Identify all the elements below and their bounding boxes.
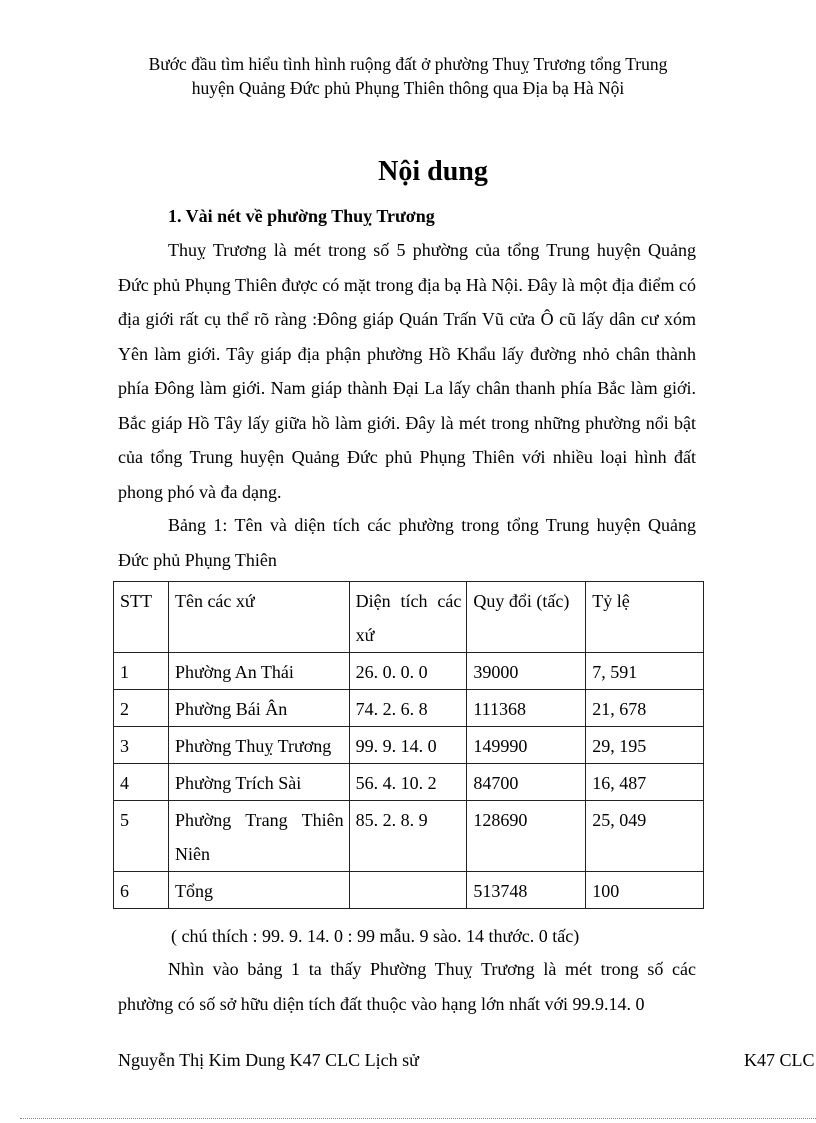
cell-stt: 2 <box>114 690 169 727</box>
cell-ratio: 25, 049 <box>586 801 704 872</box>
cell-name: Phường An Thái <box>168 653 349 690</box>
header-cell: STT <box>114 582 169 653</box>
section-heading: 1. Vài nét về phường Thuỵ Trương <box>168 206 435 226</box>
page-header <box>110 52 706 100</box>
footer-class: K47 CLC <box>744 1050 815 1070</box>
table-row <box>114 690 704 727</box>
table-header-row <box>114 582 704 653</box>
table-row <box>114 653 704 690</box>
header-line-1: Bước đầu tìm hiểu tình hình ruộng đất ở phường Thuỵ Trương tổng Trung <box>148 54 668 74</box>
cell-converted: 84700 <box>467 764 586 801</box>
cell-area: 74. 2. 6. 8 <box>349 690 467 727</box>
table-note: ( chú thích : 99. 9. 14. 0 : 99 mẫu. 9 sào. 14 thước. 0 tấc) <box>171 926 580 946</box>
cell-ratio: 100 <box>586 872 704 909</box>
cell-ratio: 29, 195 <box>586 727 704 764</box>
cell-area: 85. 2. 8. 9 <box>349 801 467 872</box>
footer-author: Nguyễn Thị Kim Dung K47 CLC Lịch sử <box>118 1050 419 1070</box>
cell-stt: 3 <box>114 727 169 764</box>
header-cell: Diện tích các xứ <box>349 582 467 653</box>
cell-name: Phường Thuỵ Trương <box>168 727 349 764</box>
cell-ratio: 21, 678 <box>586 690 704 727</box>
area-table <box>113 581 704 909</box>
table-total-row <box>114 872 704 909</box>
cell-stt: 4 <box>114 764 169 801</box>
table-caption-text: Bảng 1: Tên và diện tích các phường trong tổng Trung huyện Quảng Đức phủ Phụng Thiên <box>118 515 696 570</box>
cell-ratio: 7, 591 <box>586 653 704 690</box>
paragraph-1 <box>118 233 696 509</box>
cell-name: Phường Trích Sài <box>168 764 349 801</box>
cell-name: Phường Trang Thiên Niên <box>168 801 349 872</box>
header-cell: Quy đổi (tấc) <box>467 582 586 653</box>
table-caption <box>118 508 696 577</box>
page-bottom-divider <box>20 1118 816 1119</box>
header-cell: Tỷ lệ <box>586 582 704 653</box>
cell-name: Tổng <box>168 872 349 909</box>
paragraph-2-text: Nhìn vào bảng 1 ta thấy Phường Thuỵ Trương là mét trong số các phường có số sở hữu diện tích đất thuộc vào hạng lớn nhất với 99.9.14. 0 <box>118 959 696 1014</box>
page-title: Nội dung <box>378 156 488 187</box>
paragraph-2 <box>118 952 696 1021</box>
cell-ratio: 16, 487 <box>586 764 704 801</box>
cell-converted: 39000 <box>467 653 586 690</box>
header-cell: Tên các xứ <box>168 582 349 653</box>
cell-name: Phường Bái Ân <box>168 690 349 727</box>
cell-stt: 1 <box>114 653 169 690</box>
cell-area: 56. 4. 10. 2 <box>349 764 467 801</box>
cell-area: 26. 0. 0. 0 <box>349 653 467 690</box>
cell-converted: 128690 <box>467 801 586 872</box>
cell-stt: 6 <box>114 872 169 909</box>
cell-converted: 149990 <box>467 727 586 764</box>
cell-converted: 111368 <box>467 690 586 727</box>
cell-stt: 5 <box>114 801 169 872</box>
table-row <box>114 764 704 801</box>
cell-area: 99. 9. 14. 0 <box>349 727 467 764</box>
header-line-2: huyện Quảng Đức phủ Phụng Thiên thông qua Địa bạ Hà Nội <box>191 78 625 98</box>
table-row <box>114 801 704 872</box>
cell-converted: 513748 <box>467 872 586 909</box>
table-row <box>114 727 704 764</box>
paragraph-1-text: Thuỵ Trương là mét trong số 5 phường của tổng Trung huyện Quảng Đức phủ Phụng Thiên được có mặt trong địa bạ Hà Nội. Đây là một địa điểm có địa giới rất cụ thể rõ ràng :Đông giáp Quán Trấn Vũ cửa Ô cũ lấy dân cư xóm Yên làm giới. Tây giáp địa phận phường Hồ Khẩu lấy đường nhỏ chân thành phía Đông làm giới. Nam giáp thành Đại La lấy chân thanh phía Bắc làm giới. Bắc giáp Hồ Tây lấy giữa hồ làm giới. Đây là mét trong những phường nổi bật của tổng Trung huyện Quảng Đức phủ Phụng Thiên với nhiều loại hình đất phong phó và đa dạng. <box>118 240 696 502</box>
cell-area <box>349 872 467 909</box>
